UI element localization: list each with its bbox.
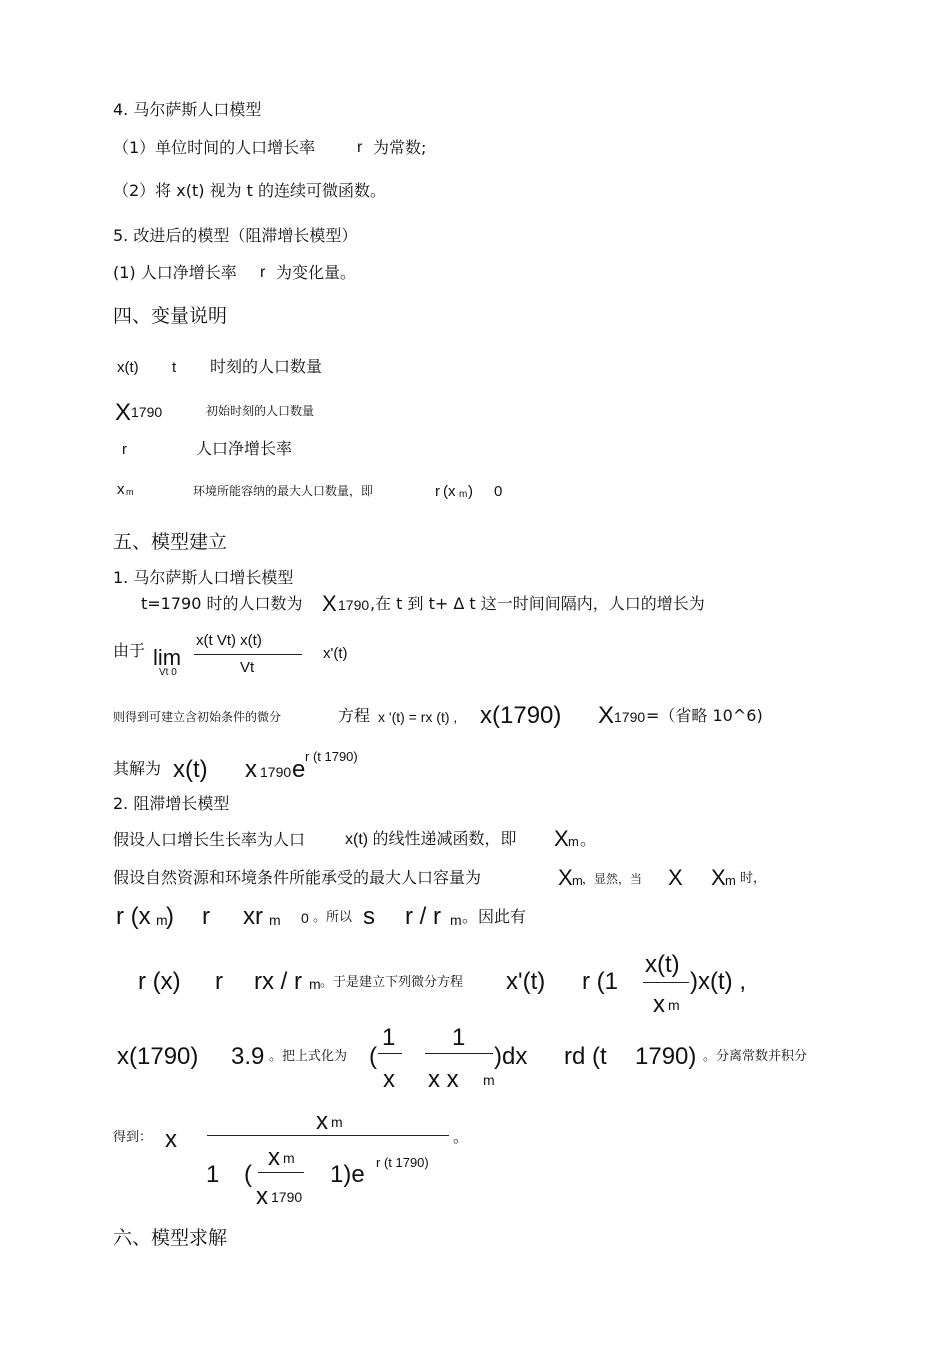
r2-fraction-bar bbox=[643, 982, 689, 983]
lim-result: x'(t) bbox=[323, 645, 348, 662]
r2-den-sub: m bbox=[668, 997, 680, 1013]
r4-x: x bbox=[165, 1126, 177, 1153]
r1-c: r bbox=[202, 903, 210, 930]
r1-d: xr bbox=[243, 903, 263, 930]
lim-prefix: 由于 bbox=[113, 641, 146, 660]
s5-item1-tail: 为变化量。 bbox=[276, 263, 357, 282]
r4-num-sub: m bbox=[331, 1114, 343, 1130]
r1-b: ) bbox=[166, 903, 174, 930]
r3-f: 1790) bbox=[635, 1043, 697, 1070]
s4-item1-tail: 为常数; bbox=[373, 138, 427, 157]
r3-e: rd (t bbox=[564, 1043, 607, 1070]
sol-prefix: 其解为 bbox=[113, 759, 162, 778]
lim-fraction-bar bbox=[194, 654, 302, 655]
r2-den: x bbox=[653, 991, 665, 1018]
sol-Xsub: 1790 bbox=[260, 764, 292, 780]
r2-d: 。于是建立下列微分方程 bbox=[320, 975, 464, 990]
r3-a: x(1790) bbox=[117, 1043, 199, 1070]
r1-f: 。所以 bbox=[313, 910, 353, 925]
var3-symbol: r bbox=[122, 441, 127, 458]
var4-paren1: (x bbox=[443, 483, 456, 500]
r4-inner-bar bbox=[258, 1172, 304, 1173]
var4-msub: m bbox=[459, 489, 468, 500]
s4-item2: （2）将 x(t) 视为 t 的连续可微函数。 bbox=[113, 181, 387, 200]
r4-inner-num: x bbox=[268, 1144, 280, 1171]
section-5-title: 5. 改进后的模型（阻滞增长模型） bbox=[113, 226, 358, 245]
lim-subscript: Vt 0 bbox=[159, 667, 177, 678]
eq1-Xsub: 1790 bbox=[614, 709, 646, 725]
r3-d2-sub: m bbox=[483, 1072, 495, 1088]
model2-line1b: x(t) 的线性递减函数，即 bbox=[345, 831, 517, 848]
heading-model-solving: 六、模型求解 bbox=[113, 1227, 228, 1249]
r1-s: s bbox=[363, 903, 375, 930]
r2-b: r bbox=[215, 968, 223, 995]
r3-n2: 1 bbox=[452, 1024, 466, 1051]
model2-title: 2. 阻滞增长模型 bbox=[113, 794, 230, 813]
r3-c: 。把上式化为 bbox=[269, 1049, 348, 1064]
var4-symbol: x bbox=[117, 481, 125, 498]
r2-g: )x(t) , bbox=[690, 968, 746, 995]
sol-xt: x(t) bbox=[173, 756, 208, 783]
r4-end: 。 bbox=[453, 1127, 470, 1146]
model2-line1-X: X bbox=[554, 826, 569, 851]
r1-sub2: m bbox=[269, 912, 281, 928]
r1-sub3: m bbox=[450, 912, 462, 928]
model2-line1-end: 。 bbox=[580, 830, 597, 849]
r3-g: 。分离常数并积分 bbox=[703, 1049, 808, 1064]
model2-line2-sub2: m bbox=[725, 873, 736, 888]
model1-line-b: ,在 t 到 t+ Δ t 这一时间间隔内，人口的增长为 bbox=[370, 594, 705, 613]
s4-item1: （1）单位时间的人口增长率 bbox=[113, 138, 316, 157]
var2-sub: 1790 bbox=[131, 404, 163, 420]
eq1-tail: =（省略 10^6) bbox=[646, 706, 763, 725]
model2-line2-X: X bbox=[558, 865, 573, 890]
eq1-word: 方程 bbox=[338, 706, 371, 725]
model2-line1: 假设人口增长生长率为人口 bbox=[113, 830, 306, 849]
r2-a: r (x) bbox=[138, 968, 181, 995]
var2-symbol: X bbox=[115, 399, 132, 426]
model2-line2-X2: X bbox=[711, 865, 726, 890]
r2-e: x'(t) bbox=[506, 968, 546, 995]
r2-num: x(t) bbox=[645, 951, 680, 978]
s4-item1-r: r bbox=[357, 139, 363, 156]
eq1-prefix: 则得到可建立含初始条件的微分 bbox=[113, 710, 282, 724]
r1-a: r (x bbox=[116, 903, 151, 930]
var4-zero: 0 bbox=[494, 483, 503, 500]
var1-symbol: x(t) bbox=[117, 359, 139, 376]
r4-tail: 1)e bbox=[330, 1161, 365, 1188]
r2-sub: m bbox=[309, 976, 321, 992]
r3-d1: x bbox=[383, 1066, 395, 1093]
eq1-init: x(1790) bbox=[480, 702, 562, 729]
model2-line1-sub: m bbox=[568, 834, 579, 849]
var1-desc: 时刻的人口数量 bbox=[210, 357, 323, 376]
sol-e: e bbox=[292, 756, 306, 783]
r4-inner-den: x bbox=[256, 1183, 268, 1210]
var4-desc: 环境所能容纳的最大人口数量，即 bbox=[193, 484, 374, 498]
r4-one: 1 bbox=[206, 1161, 220, 1188]
model2-line2-x: X bbox=[668, 865, 683, 890]
lim-word: lim bbox=[153, 645, 182, 670]
r4-inner-den-sub: 1790 bbox=[271, 1189, 303, 1205]
var4-r: r bbox=[435, 483, 440, 500]
model2-line2-b: ，显然，当 bbox=[582, 872, 643, 886]
model1-X: X bbox=[322, 591, 337, 616]
r3-open: ( bbox=[369, 1043, 377, 1070]
lim-numerator: x(t Vt) x(t) bbox=[196, 632, 262, 649]
sol-X: x bbox=[245, 756, 257, 783]
r4-open: ( bbox=[244, 1161, 252, 1188]
r4-num: x bbox=[316, 1108, 328, 1135]
heading-model-building: 五、模型建立 bbox=[113, 531, 228, 553]
var4-paren2: ) bbox=[468, 483, 473, 500]
model2-line2-sub: m bbox=[572, 873, 583, 888]
s5-item1: (1) 人口净增长率 bbox=[113, 263, 237, 282]
r2-f: r (1 bbox=[582, 968, 618, 995]
r1-e: 0 bbox=[301, 910, 309, 926]
r3-frac1-bar bbox=[378, 1053, 402, 1054]
r1-g: r / r bbox=[405, 903, 441, 930]
r3-n1: 1 bbox=[382, 1024, 396, 1051]
sol-exponent: r (t 1790) bbox=[305, 749, 358, 764]
r1-h: 。因此有 bbox=[462, 907, 527, 926]
model1-Xsub: 1790 bbox=[338, 597, 370, 613]
heading-variables: 四、变量说明 bbox=[113, 305, 228, 327]
r1-sub: m bbox=[156, 912, 168, 928]
r2-c: rx / r bbox=[254, 968, 302, 995]
model1-line-a: t=1790 时的人口数为 bbox=[141, 594, 303, 613]
var2-desc: 初始时刻的人口数量 bbox=[206, 404, 315, 418]
lim-denominator: Vt bbox=[240, 659, 255, 676]
r4-inner-num-sub: m bbox=[283, 1150, 295, 1166]
model2-line2-end: 时， bbox=[740, 871, 767, 886]
r4-fraction-bar bbox=[207, 1135, 449, 1136]
section-4-title: 4. 马尔萨斯人口模型 bbox=[113, 100, 262, 119]
model2-line2: 假设自然资源和环境条件所能承受的最大人口容量为 bbox=[113, 868, 482, 887]
eq1-X: X bbox=[598, 702, 615, 729]
r3-frac2-bar bbox=[425, 1053, 493, 1054]
r3-close: )dx bbox=[494, 1043, 528, 1070]
model1-title: 1. 马尔萨斯人口增长模型 bbox=[113, 568, 294, 587]
r4-prefix: 得到： bbox=[113, 1130, 153, 1145]
var4-sub: m bbox=[126, 487, 134, 497]
r4-exponent: r (t 1790) bbox=[376, 1155, 429, 1170]
r3-b: 3.9 bbox=[231, 1043, 265, 1070]
eq1-ode: x '(t) = rx (t) , bbox=[378, 709, 458, 725]
r3-d2: x x bbox=[428, 1066, 459, 1093]
var3-desc: 人口净增长率 bbox=[196, 439, 293, 458]
var1-t: t bbox=[172, 359, 177, 376]
s5-item1-r: r bbox=[260, 264, 266, 281]
